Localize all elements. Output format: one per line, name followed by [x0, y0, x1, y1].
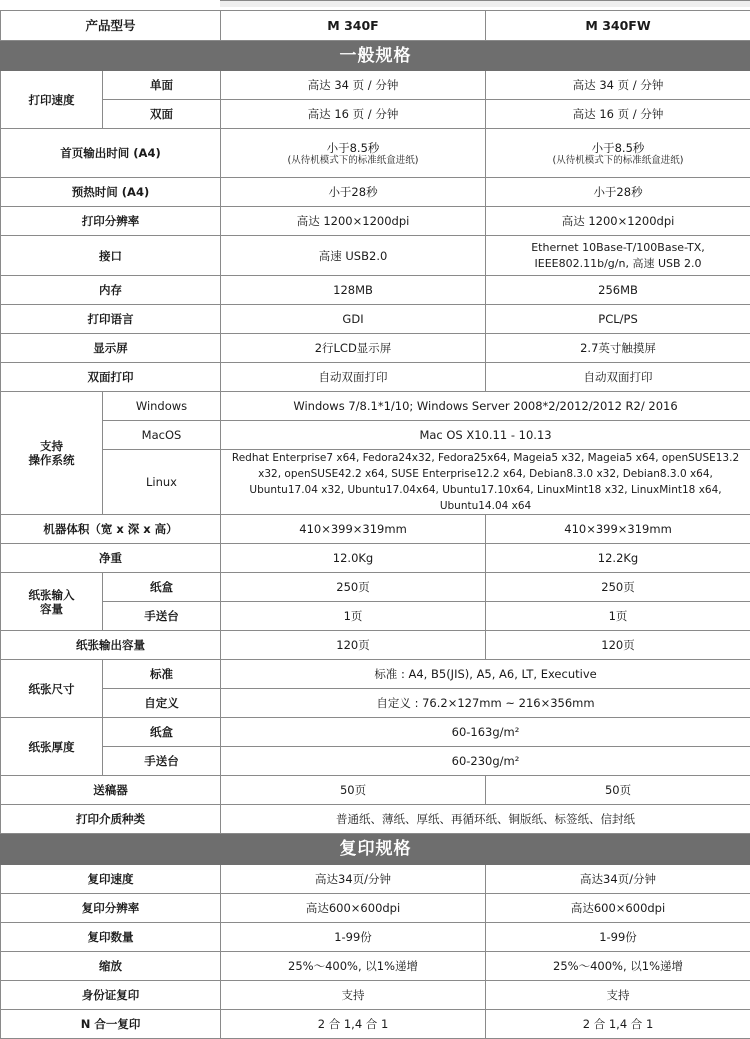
section-copy-title: 复印规格 — [1, 834, 750, 865]
paper-input-manual-m340fw: 1页 — [486, 602, 750, 631]
copy-id-row — [1, 981, 750, 1010]
memory-label: 内存 — [1, 276, 221, 305]
paper-weight-manual-label: 手送台 — [103, 747, 221, 776]
os-windows-value: Windows 7/8.1*1/10; Windows Server 2008*2/2012/2012 R2/ 2016 — [221, 392, 750, 421]
paper-size-label: 纸张尺寸 — [1, 660, 103, 718]
copy-zoom-m340fw: 25%～400%, 以1%递增 — [486, 952, 750, 981]
print-speed-duplex-m340fw: 高达 16 页 / 分钟 — [486, 100, 750, 129]
adf-m340fw: 50页 — [486, 776, 750, 805]
header-row — [1, 11, 750, 41]
paper-input-manual-label: 手送台 — [103, 602, 221, 631]
os-macos-label: MacOS — [103, 421, 221, 450]
copy-count-row — [1, 923, 750, 952]
paper-weight-label: 纸张厚度 — [1, 718, 103, 776]
interface-m340fw: Ethernet 10Base-T/100Base-TX, IEEE802.11b/g/n, 高速 USB 2.0 — [486, 236, 750, 276]
paper-size-standard-value: 标准 : A4, B5(JIS), A5, A6, LT, Executive — [221, 660, 750, 689]
os-linux-label: Linux — [103, 450, 221, 515]
display-m340fw: 2.7英寸触摸屏 — [486, 334, 750, 363]
first-page-m340fw — [486, 129, 750, 178]
display-m340f: 2行LCD显示屏 — [221, 334, 486, 363]
copy-resolution-m340fw: 高达600×600dpi — [486, 894, 750, 923]
print-speed-single-row — [1, 71, 750, 100]
paper-weight-manual-row — [1, 747, 750, 776]
language-label: 打印语言 — [1, 305, 221, 334]
first-page-m340fw-main: 小于8.5秒 — [490, 141, 746, 155]
copy-resolution-row — [1, 894, 750, 923]
copy-count-m340fw: 1-99份 — [486, 923, 750, 952]
first-page-m340f-note: (从待机模式下的标准纸盒进纸) — [225, 155, 481, 166]
memory-row — [1, 276, 750, 305]
copy-nup-label: N 合一复印 — [1, 1010, 221, 1039]
resolution-m340fw: 高达 1200×1200dpi — [486, 207, 750, 236]
adf-m340f: 50页 — [221, 776, 486, 805]
os-windows-row — [1, 392, 750, 421]
first-page-label: 首页输出时间 (A4) — [1, 129, 221, 178]
interface-row — [1, 236, 750, 276]
paper-input-tray-m340f: 250页 — [221, 573, 486, 602]
memory-m340fw: 256MB — [486, 276, 750, 305]
copy-id-label: 身份证复印 — [1, 981, 221, 1010]
paper-weight-tray-row — [1, 718, 750, 747]
paper-size-standard-label: 标准 — [103, 660, 221, 689]
paper-input-tray-label: 纸盒 — [103, 573, 221, 602]
paper-input-tray-row — [1, 573, 750, 602]
copy-nup-m340f: 2 合 1,4 合 1 — [221, 1010, 486, 1039]
warmup-row — [1, 178, 750, 207]
duplex-print-m340f: 自动双面打印 — [221, 363, 486, 392]
media-label: 打印介质种类 — [1, 805, 221, 834]
print-speed-duplex-m340f: 高达 16 页 / 分钟 — [221, 100, 486, 129]
copy-speed-m340f: 高达34页/分钟 — [221, 865, 486, 894]
adf-row — [1, 776, 750, 805]
top-strip-bar — [220, 0, 750, 7]
top-strip — [0, 0, 750, 10]
dimensions-row — [1, 515, 750, 544]
paper-size-standard-row — [1, 660, 750, 689]
paper-size-custom-value: 自定义 : 76.2×127mm ~ 216×356mm — [221, 689, 750, 718]
duplex-print-label: 双面打印 — [1, 363, 221, 392]
copy-speed-m340fw: 高达34页/分钟 — [486, 865, 750, 894]
paper-output-m340f: 120页 — [221, 631, 486, 660]
weight-row — [1, 544, 750, 573]
copy-count-m340f: 1-99份 — [221, 923, 486, 952]
os-linux-value: Redhat Enterprise7 x64, Fedora24x32, Fedora25x64, Mageia5 x32, Mageia5 x64, openSUSE13.2 x32, openSUSE42.2 x64, SUSE Enterprise12.2 x64, Debian8.3.0 x32, Debian8.3.0 x64, Ubuntu17.04 x32, Ubuntu17.04x64, Ubuntu17.10x64, LinuxMint18 x32, LinuxMint18 x64, Ubuntu14.04 x64 — [221, 450, 750, 515]
first-page-row — [1, 129, 750, 178]
copy-nup-row — [1, 1010, 750, 1039]
os-linux-row — [1, 450, 750, 515]
media-value: 普通纸、薄纸、厚纸、再循环纸、铜版纸、标签纸、信封纸 — [221, 805, 750, 834]
paper-size-custom-label: 自定义 — [103, 689, 221, 718]
paper-input-manual-m340f: 1页 — [221, 602, 486, 631]
resolution-m340f: 高达 1200×1200dpi — [221, 207, 486, 236]
paper-weight-manual-value: 60-230g/m² — [221, 747, 750, 776]
copy-zoom-label: 缩放 — [1, 952, 221, 981]
resolution-row — [1, 207, 750, 236]
header-m340f: M 340F — [221, 11, 486, 41]
header-model-label: 产品型号 — [1, 11, 221, 41]
spec-table — [0, 10, 750, 1039]
copy-resolution-m340f: 高达600×600dpi — [221, 894, 486, 923]
display-row — [1, 334, 750, 363]
copy-zoom-row — [1, 952, 750, 981]
print-speed-label: 打印速度 — [1, 71, 103, 129]
paper-output-row — [1, 631, 750, 660]
warmup-m340fw: 小于28秒 — [486, 178, 750, 207]
first-page-m340f-main: 小于8.5秒 — [225, 141, 481, 155]
os-macos-row — [1, 421, 750, 450]
os-label: 支持 操作系统 — [1, 392, 103, 515]
os-windows-label: Windows — [103, 392, 221, 421]
weight-label: 净重 — [1, 544, 221, 573]
paper-input-tray-m340fw: 250页 — [486, 573, 750, 602]
paper-output-m340fw: 120页 — [486, 631, 750, 660]
dimensions-m340f: 410×399×319mm — [221, 515, 486, 544]
interface-m340f: 高速 USB2.0 — [221, 236, 486, 276]
copy-nup-m340fw: 2 合 1,4 合 1 — [486, 1010, 750, 1039]
dimensions-m340fw: 410×399×319mm — [486, 515, 750, 544]
paper-input-label: 纸张输入 容量 — [1, 573, 103, 631]
weight-m340fw: 12.2Kg — [486, 544, 750, 573]
header-m340fw: M 340FW — [486, 11, 750, 41]
paper-input-manual-row — [1, 602, 750, 631]
weight-m340f: 12.0Kg — [221, 544, 486, 573]
display-label: 显示屏 — [1, 334, 221, 363]
language-row — [1, 305, 750, 334]
language-m340f: GDI — [221, 305, 486, 334]
paper-output-label: 纸张输出容量 — [1, 631, 221, 660]
paper-weight-tray-label: 纸盒 — [103, 718, 221, 747]
section-copy-row — [1, 834, 750, 865]
print-speed-single-label: 单面 — [103, 71, 221, 100]
dimensions-label: 机器体积（宽 x 深 x 高） — [1, 515, 221, 544]
first-page-m340f — [221, 129, 486, 178]
interface-label: 接口 — [1, 236, 221, 276]
print-speed-duplex-label: 双面 — [103, 100, 221, 129]
print-speed-duplex-row — [1, 100, 750, 129]
print-speed-single-m340fw: 高达 34 页 / 分钟 — [486, 71, 750, 100]
copy-speed-row — [1, 865, 750, 894]
language-m340fw: PCL/PS — [486, 305, 750, 334]
adf-label: 送稿器 — [1, 776, 221, 805]
copy-zoom-m340f: 25%～400%, 以1%递增 — [221, 952, 486, 981]
section-general-title: 一般规格 — [1, 41, 750, 71]
paper-weight-tray-value: 60-163g/m² — [221, 718, 750, 747]
copy-resolution-label: 复印分辨率 — [1, 894, 221, 923]
copy-id-m340f: 支持 — [221, 981, 486, 1010]
memory-m340f: 128MB — [221, 276, 486, 305]
media-row — [1, 805, 750, 834]
os-macos-value: Mac OS X10.11 - 10.13 — [221, 421, 750, 450]
warmup-m340f: 小于28秒 — [221, 178, 486, 207]
copy-speed-label: 复印速度 — [1, 865, 221, 894]
resolution-label: 打印分辨率 — [1, 207, 221, 236]
duplex-print-row — [1, 363, 750, 392]
first-page-m340fw-note: (从待机模式下的标准纸盒进纸) — [490, 155, 746, 166]
copy-count-label: 复印数量 — [1, 923, 221, 952]
copy-id-m340fw: 支持 — [486, 981, 750, 1010]
duplex-print-m340fw: 自动双面打印 — [486, 363, 750, 392]
paper-size-custom-row — [1, 689, 750, 718]
section-general-row — [1, 41, 750, 71]
print-speed-single-m340f: 高达 34 页 / 分钟 — [221, 71, 486, 100]
warmup-label: 预热时间 (A4) — [1, 178, 221, 207]
